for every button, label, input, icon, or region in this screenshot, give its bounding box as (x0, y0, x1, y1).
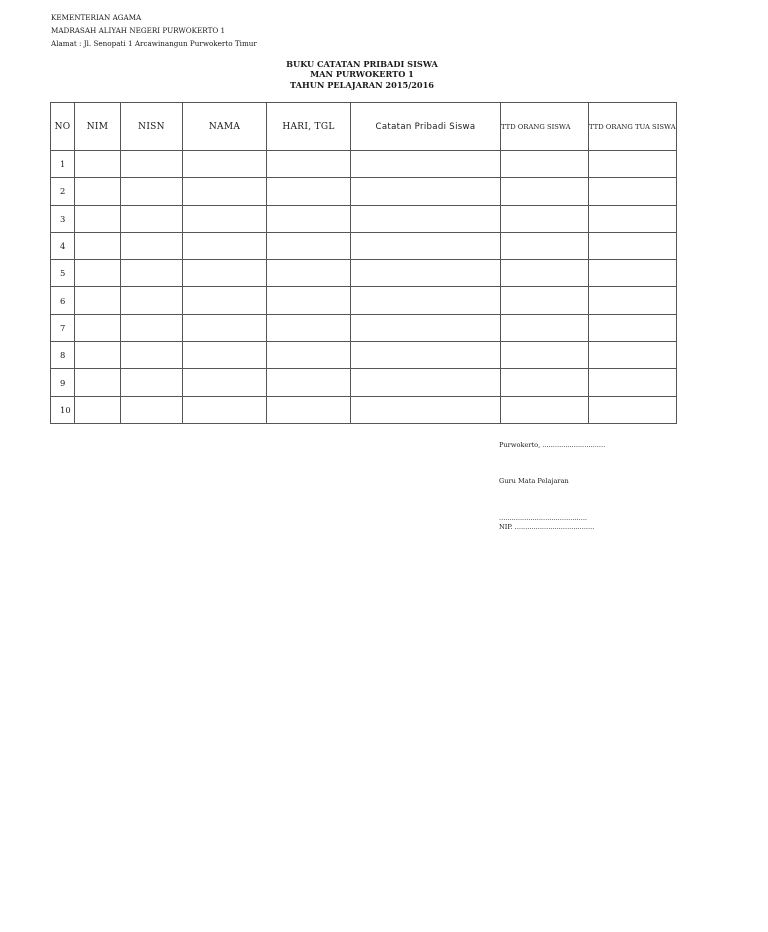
column-header-ttd-siswa: TTD ORANG SISWA (501, 103, 589, 151)
table-cell (267, 151, 351, 178)
table-cell (183, 396, 267, 423)
table-cell (121, 396, 183, 423)
table-cell (351, 287, 501, 314)
table-cell (501, 314, 589, 341)
column-header-catatan: Catatan Pribadi Siswa (351, 103, 501, 151)
table-cell (75, 260, 121, 287)
table-cell (267, 232, 351, 259)
table-cell (501, 151, 589, 178)
student-notes-table (50, 102, 677, 424)
header-ministry: KEMENTERIAN AGAMA (51, 13, 142, 22)
table-header-row (51, 103, 677, 151)
table-row (51, 178, 677, 205)
document-title: BUKU CATATAN PRIBADI SISWA (286, 59, 438, 69)
table-cell (351, 314, 501, 341)
table-cell (351, 232, 501, 259)
table-cell (75, 314, 121, 341)
table-cell (501, 232, 589, 259)
table-cell (183, 205, 267, 232)
table-cell (589, 205, 677, 232)
table-row (51, 314, 677, 341)
table-cell (267, 178, 351, 205)
table-cell (121, 342, 183, 369)
table-cell (183, 151, 267, 178)
row-number: 8 (51, 342, 75, 369)
table-cell (589, 260, 677, 287)
table-cell (267, 342, 351, 369)
signature-place-date: Purwokerto, .............................. (499, 441, 606, 449)
table-cell (75, 232, 121, 259)
table-cell (183, 178, 267, 205)
document-subtitle-year: TAHUN PELAJARAN 2015/2016 (290, 80, 434, 90)
table-cell (589, 287, 677, 314)
table-cell (75, 369, 121, 396)
column-header-ttd-orang-tua: TTD ORANG TUA SISWA (589, 103, 677, 151)
header-address: Alamat : Jl. Senopati 1 Arcawinangun Purwokerto Timur (51, 39, 257, 48)
table-cell (267, 396, 351, 423)
row-number: 7 (51, 314, 75, 341)
table-cell (183, 369, 267, 396)
table-cell (351, 151, 501, 178)
row-number: 10 (51, 396, 75, 423)
header-school-name: MADRASAH ALIYAH NEGERI PURWOKERTO 1 (51, 26, 226, 35)
table-cell (351, 396, 501, 423)
table-cell (589, 232, 677, 259)
table-cell (75, 205, 121, 232)
table-cell (183, 232, 267, 259)
table-cell (121, 178, 183, 205)
table-cell (351, 342, 501, 369)
table-cell (121, 205, 183, 232)
table-cell (75, 178, 121, 205)
table-cell (589, 314, 677, 341)
table-cell (589, 342, 677, 369)
table-cell (267, 205, 351, 232)
table-cell (501, 396, 589, 423)
signature-name-line: .......................................... (499, 514, 588, 522)
row-number: 1 (51, 151, 75, 178)
table-row (51, 287, 677, 314)
column-header-no: NO (51, 103, 75, 151)
table-cell (501, 342, 589, 369)
table-cell (589, 151, 677, 178)
table-cell (589, 369, 677, 396)
table-cell (351, 205, 501, 232)
signature-nip: NIP. ...................................... (499, 523, 595, 531)
table-row (51, 342, 677, 369)
table-cell (121, 260, 183, 287)
table-cell (501, 205, 589, 232)
table-cell (501, 260, 589, 287)
row-number: 2 (51, 178, 75, 205)
table-cell (351, 369, 501, 396)
table-cell (121, 232, 183, 259)
table-cell (183, 287, 267, 314)
table-cell (183, 342, 267, 369)
table-cell (75, 342, 121, 369)
document-subtitle-school: MAN PURWOKERTO 1 (310, 69, 414, 79)
row-number: 5 (51, 260, 75, 287)
table-row (51, 369, 677, 396)
table-cell (501, 369, 589, 396)
table-cell (589, 396, 677, 423)
table-cell (267, 260, 351, 287)
table-row (51, 205, 677, 232)
row-number: 3 (51, 205, 75, 232)
row-number: 4 (51, 232, 75, 259)
table-cell (183, 260, 267, 287)
table-cell (267, 314, 351, 341)
table-cell (75, 396, 121, 423)
table-cell (121, 287, 183, 314)
row-number: 9 (51, 369, 75, 396)
signature-role: Guru Mata Pelajaran (499, 477, 569, 485)
table-cell (75, 287, 121, 314)
table-cell (351, 260, 501, 287)
table-row (51, 232, 677, 259)
table-cell (267, 369, 351, 396)
table-row (51, 396, 677, 423)
table-cell (183, 314, 267, 341)
table-row (51, 151, 677, 178)
table-cell (121, 151, 183, 178)
table-row (51, 260, 677, 287)
column-header-nama: NAMA (183, 103, 267, 151)
column-header-nim: NIM (75, 103, 121, 151)
column-header-nisn: NISN (121, 103, 183, 151)
column-header-hari-tgl: HARI, TGL (267, 103, 351, 151)
row-number: 6 (51, 287, 75, 314)
table-cell (121, 369, 183, 396)
table-cell (121, 314, 183, 341)
table-cell (501, 287, 589, 314)
table-cell (267, 287, 351, 314)
table-cell (501, 178, 589, 205)
table-cell (351, 178, 501, 205)
table-cell (75, 151, 121, 178)
table-cell (589, 178, 677, 205)
